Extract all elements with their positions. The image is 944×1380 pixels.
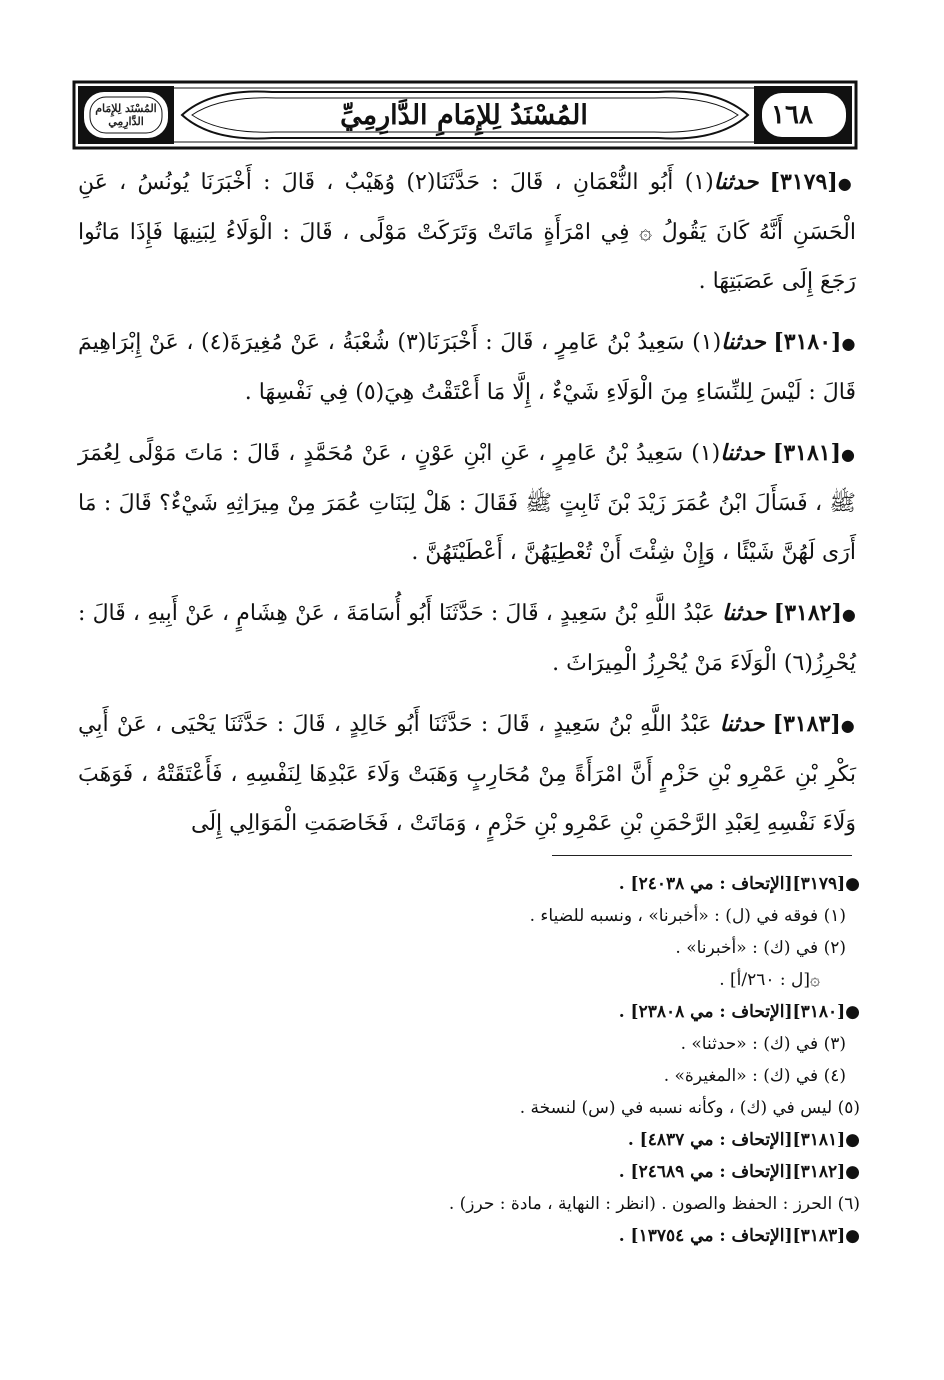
hadith-entry <box>78 158 856 306</box>
page-header <box>72 80 858 150</box>
footnote-reference: ●[٣١٨٣][الإتحاف : مي ١٣٧٥٤] . <box>618 1226 860 1246</box>
hadith-number: [٣١٧٩] <box>769 169 838 195</box>
bullet-icon: ● <box>841 445 856 464</box>
haddathana-word: حدثنا <box>713 169 759 195</box>
haddathana-word: حدثنا <box>721 329 766 355</box>
footnote-reference: ●[٣١٨٢][الإتحاف : مي ٢٤٦٨٩] . <box>618 1162 860 1182</box>
book-title: المُسْنَدُ لِلإِمَامِ الدَّارِمِيِّ <box>340 99 588 131</box>
haddathana-word: حدثنا <box>719 711 765 737</box>
footnote-reference: ●[٣١٨١][الإتحاف : مي ٤٨٣٧] . <box>627 1130 860 1150</box>
footnote: ۞[ل : ٢٦٠/أ] . <box>719 970 820 990</box>
footnote: (١) فوقه في (ل) : «أخبرنا» ، ونسبه للضياء . <box>529 906 846 926</box>
haddathana-word: حدثنا <box>720 440 765 466</box>
bullet-icon: ● <box>837 174 856 193</box>
bullet-icon: ● <box>841 605 857 624</box>
hadith-entry <box>78 589 856 688</box>
footnote: (٣) في (ك) : «حدثنا» . <box>680 1034 846 1054</box>
footnotes <box>200 868 860 1252</box>
footnote: (٢) في (ك) : «أخبرنا» . <box>675 938 846 958</box>
bullet-icon: ● <box>840 716 856 735</box>
hadith-entry <box>78 318 856 417</box>
footnote: (٥) ليس في (ك) ، وكأنه نسبه في (س) لنسخة . <box>519 1098 860 1118</box>
footnote-reference: ●[٣١٧٩][الإتحاف : مي ٢٤٠٣٨] . <box>618 874 860 894</box>
hadith-text: (١) أَبُو النُّعْمَانِ ، قَالَ : حَدَّثَنَا(٢) وُهَيْبٌ ، قَالَ : أَخْبَرَنَا يُونُسُ ، عَنِ الْحَسَنِ أَنَّهُ كَانَ يَقُولُ ۞ فِي امْرَأَةٍ مَاتَتْ وَتَرَكَتْ مَوْلًى ، قَالَ : الْوَلَاءُ لِبَنِيهَا فَإِذَا مَاتُوا رَجَعَ إِلَى عَصَبَتِهَا . <box>78 170 856 294</box>
hadith-number: [٣١٨١] <box>772 440 842 466</box>
main-text <box>78 158 856 860</box>
footnote: (٤) في (ك) : «المغيرة» . <box>663 1066 846 1086</box>
haddathana-word: حدثنا <box>721 600 767 626</box>
footnote-divider <box>552 855 852 856</box>
hadith-text: (١) سَعِيدُ بْنُ عَامِرٍ ، قَالَ : أَخْبَرَنَا(٣) شُعْبَةُ ، عَنْ مُغِيرَةَ(٤) ، عَنْ إِبْرَاهِيمَ قَالَ : لَيْسَ لِلنِّسَاءِ مِنَ الْوَلَاءِ شَيْءٌ ، إِلَّا مَا أَعْتَقْتُ هِيَ(٥) فِي نَفْسِهَا . <box>78 330 856 405</box>
hadith-number: [٣١٨٢] <box>773 600 842 626</box>
book-emblem: المُسْنَد لِلإِمَام الدَّارِمِي <box>95 102 157 128</box>
footnote: (٦) الحرز : الحفظ والصون . (انظر : النهاية ، مادة : حرز) . <box>448 1194 860 1214</box>
hadith-text: عَبْدُ اللَّهِ بْنُ سَعِيدٍ ، قَالَ : حَدَّثَنَا أَبُو خَالِدٍ ، قَالَ : حَدَّثَنَا يَحْيَى ، عَنْ أَبِي بَكْرِ بْنِ عَمْرِو بْنِ حَزْمٍ أَنَّ امْرَأَةً مِنْ مُحَارِبٍ وَهَبَتْ وَلَاءَ عَبْدِهَا لِنَفْسِهِ ، فَأَعْتَقَتْهُ ، فَوَهَبَ وَلَاءَ نَفْسِهِ لِعَبْدِ الرَّحْمَنِ بْنِ عَمْرِو بْنِ حَزْمٍ ، وَمَاتَتْ ، فَخَاصَمَتِ الْمَوَالِي إِلَى <box>78 712 856 836</box>
page-number: ١٦٨ <box>771 100 813 130</box>
hadith-number: [٣١٨٣] <box>772 711 841 737</box>
footnote-reference: ●[٣١٨٠][الإتحاف : مي ٢٣٨٠٨] . <box>618 1002 860 1022</box>
hadith-entry <box>78 429 856 577</box>
hadith-number: [٣١٨٠] <box>773 329 842 355</box>
hadith-text: عَبْدُ اللَّهِ بْنُ سَعِيدٍ ، قَالَ : حَدَّثَنَا أَبُو أُسَامَةَ ، عَنْ هِشَامٍ ، عَنْ أَبِيهِ ، قَالَ : يُحْرِزُ(٦) الْوَلَاءَ مَنْ يُحْرِزُ الْمِيرَاثَ . <box>78 601 856 676</box>
hadith-entry <box>78 700 856 848</box>
hadith-text: (١) سَعِيدُ بْنُ عَامِرٍ ، عَنِ ابْنِ عَوْنٍ ، عَنْ مُحَمَّدٍ ، قَالَ : مَاتَ مَوْلًى لِعُمَرَ ﷺ ، فَسَأَلَ ابْنُ عُمَرَ زَيْدَ بْنَ ثَابِتٍ ﷺ فَقَالَ : هَلْ لِبَنَاتِ عُمَرَ مِنْ مِيرَاثِهِ شَيْءٌ؟ قَالَ : مَا أَرَى لَهُنَّ شَيْئًا ، وَإِنْ شِئْتَ أَنْ تُعْطِيَهُنَّ ، أَعْطَيْتَهُنَّ . <box>78 441 856 565</box>
bullet-icon: ● <box>841 334 856 353</box>
